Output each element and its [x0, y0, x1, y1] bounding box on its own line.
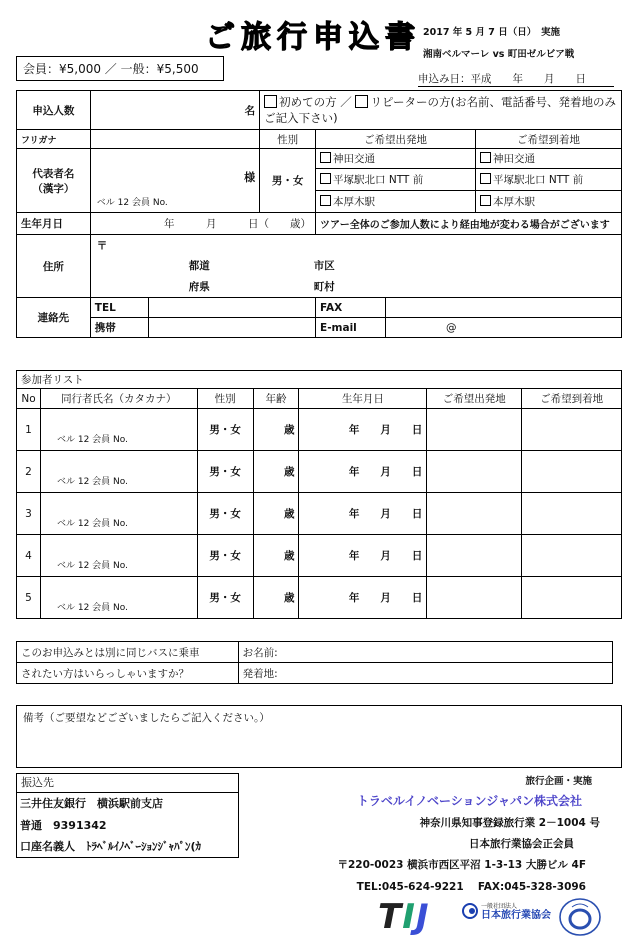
jata-mark-icon [462, 903, 478, 919]
contact-label: 連絡先 [17, 298, 91, 338]
row-gender[interactable]: 男・女 [197, 451, 253, 493]
arrival-header: ご希望到着地 [475, 130, 621, 149]
row-departure-field[interactable] [427, 451, 522, 493]
sama-label: 様 [244, 171, 256, 184]
row-gender[interactable]: 男・女 [197, 577, 253, 619]
row-birth[interactable]: 年 月 日 [299, 451, 427, 493]
row-no: 1 [17, 409, 41, 451]
bank-account: 普通 9391342 [20, 819, 107, 832]
row-birth[interactable]: 年 月 日 [299, 577, 427, 619]
mobile-field[interactable] [148, 318, 315, 338]
count-unit: 名 [244, 104, 256, 117]
apply-date: 申込み日：平成 年 月 日 [418, 71, 614, 87]
separate-bus-table [16, 641, 613, 684]
postal-mark: 〒 [96, 240, 108, 252]
departure-header: ご希望出発地 [316, 130, 476, 149]
col-departure: ご希望出発地 [427, 389, 522, 409]
fax-label: FAX [316, 298, 386, 318]
row-age[interactable]: 歳 [253, 493, 299, 535]
fax-field[interactable] [386, 298, 622, 318]
row-gender[interactable]: 男・女 [197, 535, 253, 577]
departure-option-2[interactable]: 平塚駅北口 NTT 前 [316, 169, 476, 191]
company-phone: TEL:045-624-9221 FAX:045-328-3096 [356, 881, 586, 893]
row-birth[interactable]: 年 月 日 [299, 493, 427, 535]
checkbox-icon[interactable] [480, 152, 491, 163]
company-role: 旅行企画・実施 [525, 776, 592, 787]
table-row [17, 535, 622, 577]
chouson-label: 町村 [313, 281, 335, 293]
col-age: 年齢 [253, 389, 299, 409]
slash: ／ [340, 95, 352, 109]
row-departure-field[interactable] [427, 577, 522, 619]
jata-small: 一般社団法人 [481, 903, 518, 910]
first-time-label: 初めての方 [279, 95, 337, 109]
row-age[interactable]: 歳 [253, 535, 299, 577]
row-member-no: ベル 12 会員 No. [56, 435, 128, 445]
row-no: 3 [17, 493, 41, 535]
row-name-field[interactable] [40, 577, 197, 619]
rep-gender[interactable]: 男・女 [260, 149, 316, 213]
remarks-box[interactable] [16, 705, 622, 768]
participants-table [16, 370, 622, 619]
birth-label: 生年月日 [17, 213, 91, 235]
company-license: 神奈川県知事登録旅行業 2－1004 号 [419, 817, 600, 829]
row-member-no: ベル 12 会員 No. [56, 603, 128, 613]
event-date: 2017 年 5 月 7 日（日） 実施 [423, 27, 560, 38]
event-match: 湘南ベルマーレ vs 町田ゼルビア戦 [423, 49, 575, 60]
fuken-label: 府県 [188, 281, 210, 293]
at-mark: @ [446, 321, 457, 334]
todo-label: 都道 [188, 260, 210, 272]
row-departure-field[interactable] [427, 535, 522, 577]
checkbox-icon[interactable] [320, 195, 331, 206]
row-age[interactable]: 歳 [253, 577, 299, 619]
bus-name-field[interactable]: お名前: [238, 642, 612, 663]
row-arrival-field[interactable] [522, 535, 622, 577]
bus-question-2: されたい方はいらっしゃいますか？ [17, 663, 239, 684]
bank-holder: 口座名義人 ﾄﾗﾍﾞﾙｲﾉﾍﾞｰｼｮﾝｼﾞｬﾊﾟﾝ(ｶ [20, 840, 202, 853]
remarks-label: 備考（ご要望などございましたらご記入ください。） [23, 712, 270, 724]
row-arrival-field[interactable] [522, 451, 622, 493]
row-age[interactable]: 歳 [253, 409, 299, 451]
arrival-option-1[interactable]: 神田交通 [475, 149, 621, 169]
checkbox-icon[interactable] [320, 173, 331, 184]
row-name-field[interactable] [40, 493, 197, 535]
rep-name-field[interactable] [90, 149, 259, 213]
row-member-no: ベル 12 会員 No. [56, 477, 128, 487]
checkbox-icon[interactable] [320, 152, 331, 163]
shiku-label: 市区 [313, 260, 335, 272]
col-arrival: ご希望到着地 [522, 389, 622, 409]
row-arrival-field[interactable] [522, 493, 622, 535]
col-gender: 性別 [197, 389, 253, 409]
row-no: 4 [17, 535, 41, 577]
row-member-no: ベル 12 会員 No. [56, 519, 128, 529]
row-arrival-field[interactable] [522, 577, 622, 619]
count-field[interactable] [90, 91, 259, 130]
col-no: No [17, 389, 41, 409]
mobile-label: 携帯 [90, 318, 148, 338]
jata-name: 日本旅行業協会 [481, 910, 551, 921]
row-no: 5 [17, 577, 41, 619]
address-field[interactable] [90, 235, 621, 298]
tel-label: TEL [90, 298, 148, 318]
row-departure-field[interactable] [427, 493, 522, 535]
row-name-field[interactable] [40, 535, 197, 577]
gender-label: 性別 [260, 130, 316, 149]
arrival-option-2[interactable]: 平塚駅北口 NTT 前 [475, 169, 621, 191]
row-departure-field[interactable] [427, 409, 522, 451]
table-row [17, 577, 622, 619]
departure-option-3[interactable]: 本厚木駅 [316, 191, 476, 213]
company-address: 〒220-0023 横浜市西区平沼 1-3-13 大勝ビル 4F [337, 859, 586, 871]
count-label: 申込人数 [17, 91, 91, 130]
page-title: ご旅行申込書 [205, 20, 421, 55]
bank-name: 三井住友銀行 横浜駅前支店 [20, 797, 163, 810]
company-name: トラベルイノベーションジャパン株式会社 [356, 794, 582, 808]
table-row [17, 451, 622, 493]
email-label: E-mail [316, 318, 386, 338]
table-row [17, 493, 622, 535]
jata-logo [462, 902, 551, 920]
furigana-field[interactable] [90, 130, 259, 149]
repeater-label: リピーターの方(お名前、電話番号、発着地のみご記入下さい) [264, 95, 616, 125]
checkbox-icon[interactable] [480, 195, 491, 206]
row-member-no: ベル 12 会員 No. [56, 561, 128, 571]
col-birth: 生年月日 [299, 389, 427, 409]
rep-name-label: 代表者名 （漢字） [17, 149, 91, 213]
arrival-option-3[interactable]: 本厚木駅 [475, 191, 621, 213]
row-gender[interactable]: 男・女 [197, 409, 253, 451]
row-birth[interactable]: 年 月 日 [299, 535, 427, 577]
row-birth[interactable]: 年 月 日 [299, 409, 427, 451]
furigana-label: フリガナ [17, 130, 91, 149]
departure-option-1[interactable]: 神田交通 [316, 149, 476, 169]
birth-field[interactable]: 年 月 日（ 歳） [90, 213, 315, 235]
route-note: ツアー全体のご参加人数により経由地が変わる場合がございます [316, 213, 622, 235]
bondholder-seal [558, 897, 602, 940]
repeater-checkbox[interactable] [355, 95, 368, 108]
row-arrival-field[interactable] [522, 409, 622, 451]
tel-field[interactable] [148, 298, 315, 318]
fee-box: 会員：¥5,000 ／ 一般：¥5,500 [16, 56, 224, 81]
row-name-field[interactable] [40, 409, 197, 451]
row-age[interactable]: 歳 [253, 451, 299, 493]
row-name-field[interactable] [40, 451, 197, 493]
row-gender[interactable]: 男・女 [197, 493, 253, 535]
rep-member-no: ベル 12 会員 No. [96, 198, 168, 208]
first-time-checkbox[interactable] [264, 95, 277, 108]
tij-logo: TIJ [378, 897, 430, 937]
bus-origin-field[interactable]: 発着地: [238, 663, 612, 684]
applicant-table [16, 90, 622, 338]
company-association: 日本旅行業協会正会員 [469, 838, 574, 850]
participants-title: 参加者リスト [17, 371, 622, 389]
table-row [17, 409, 622, 451]
row-no: 2 [17, 451, 41, 493]
checkbox-icon[interactable] [480, 173, 491, 184]
address-label: 住所 [17, 235, 91, 298]
bank-label: 振込先 [16, 773, 239, 792]
bus-question-1: このお申込みとは別に同じバスに乗車 [17, 642, 239, 663]
email-field[interactable] [386, 318, 622, 338]
col-name: 同行者氏名（カタカナ） [40, 389, 197, 409]
